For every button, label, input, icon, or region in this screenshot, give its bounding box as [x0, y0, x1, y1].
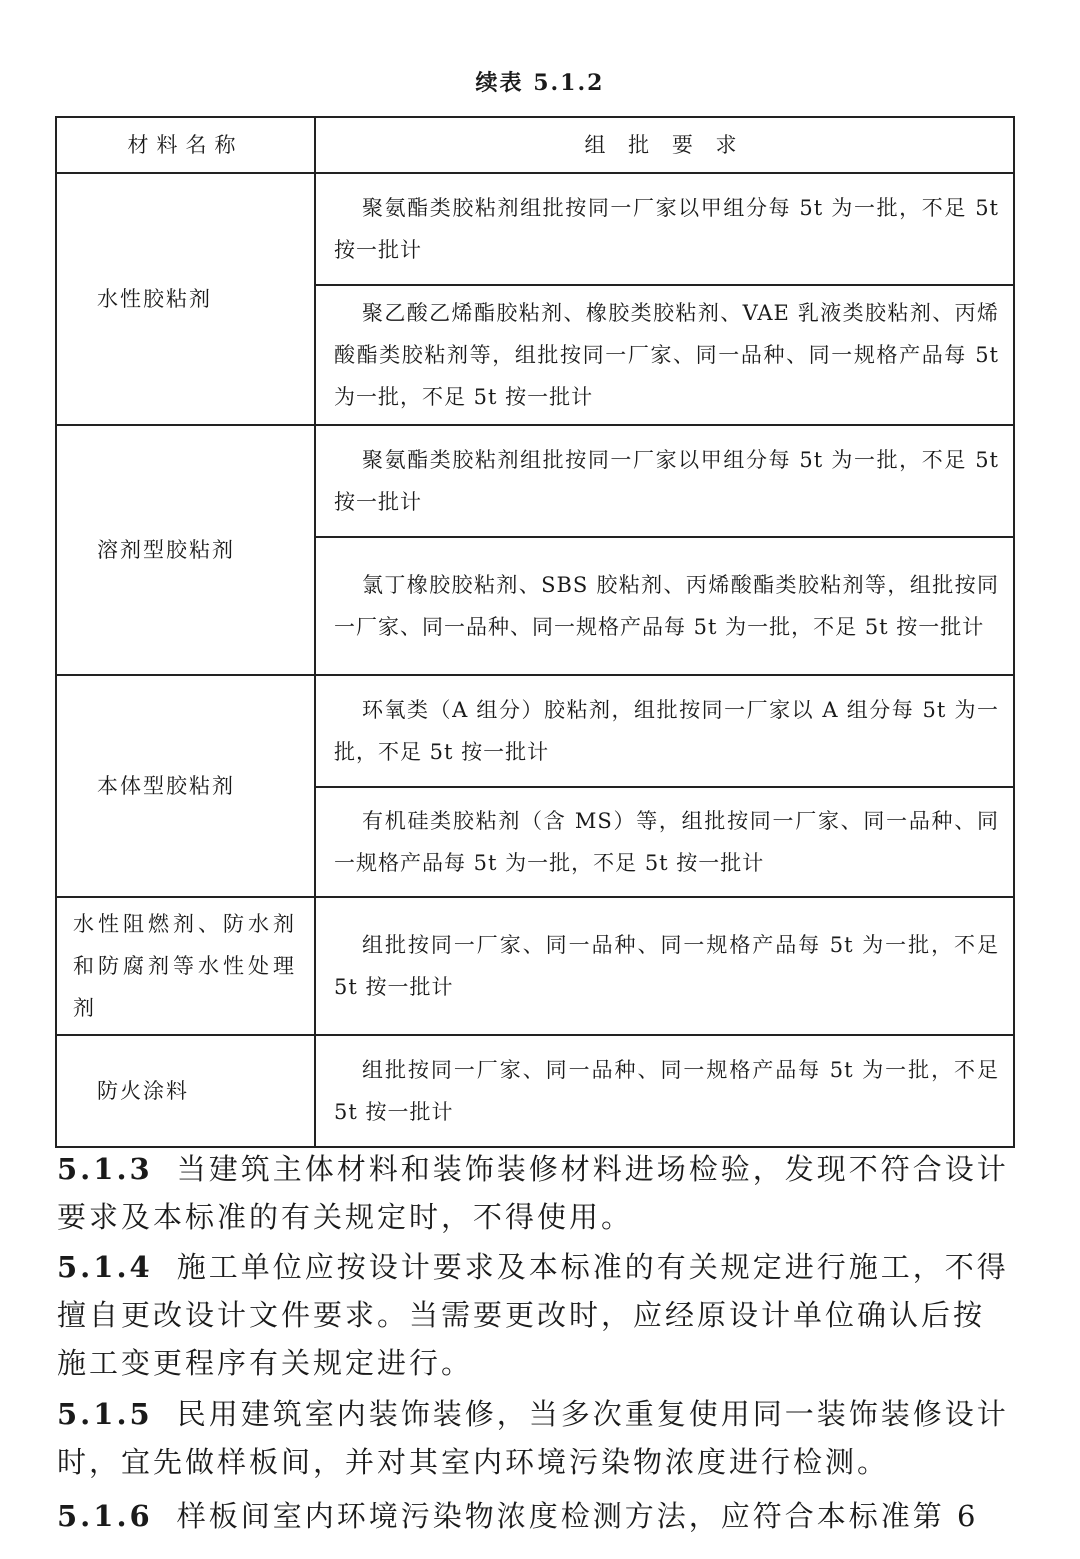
table-header-row	[56, 117, 1014, 173]
clause-number: 5.1.6	[57, 1499, 153, 1533]
clause-5-1-5	[57, 1390, 1013, 1486]
requirement-cell: 聚乙酸乙烯酯胶粘剂、橡胶类胶粘剂、VAE 乳液类胶粘剂、丙烯酸酯类胶粘剂等，组批按同一厂家、同一品种、同一规格产品每 5t 为一批，不足 5t 按一批计	[315, 285, 1014, 425]
material-name-cell: 水性胶粘剂	[56, 173, 315, 425]
requirement-cell: 组批按同一厂家、同一品种、同一规格产品每 5t 为一批，不足 5t 按一批计	[315, 1035, 1014, 1147]
requirement-cell: 环氧类（A 组分）胶粘剂，组批按同一厂家以 A 组分每 5t 为一批，不足 5t 按一批计	[315, 675, 1014, 787]
clause-5-1-6	[57, 1492, 1013, 1540]
clause-text: 民用建筑室内装饰装修，当多次重复使用同一装饰装修设计时，宜先做样板间，并对其室内环境污染物浓度进行检测。	[57, 1397, 1009, 1479]
clause-text: 当建筑主体材料和装饰装修材料进场检验，发现不符合设计要求及本标准的有关规定时，不得使用。	[57, 1152, 1009, 1234]
table-caption: 续表 5.1.2	[475, 70, 605, 96]
table-row	[56, 1035, 1014, 1147]
clause-5-1-3	[57, 1145, 1013, 1241]
table-row	[56, 897, 1014, 1035]
clause-5-1-4	[57, 1243, 1013, 1387]
header-batch-requirements: 组 批 要 求	[315, 117, 1014, 173]
clause-text: 施工单位应按设计要求及本标准的有关规定进行施工，不得擅自更改设计文件要求。当需要更改时，应经原设计单位确认后按施工变更程序有关规定进行。	[57, 1250, 1009, 1380]
material-name-cell: 溶剂型胶粘剂	[56, 425, 315, 675]
table-row	[56, 675, 1014, 787]
requirement-cell: 有机硅类胶粘剂（含 MS）等，组批按同一厂家、同一品种、同一规格产品每 5t 为一批，不足 5t 按一批计	[315, 787, 1014, 897]
material-name-cell: 水性阻燃剂、防水剂和防腐剂等水性处理剂	[56, 897, 315, 1035]
table-row	[56, 173, 1014, 285]
header-material-name: 材料名称	[56, 117, 315, 173]
clause-number: 5.1.5	[57, 1397, 153, 1431]
table-row	[56, 425, 1014, 537]
material-name-cell: 防火涂料	[56, 1035, 315, 1147]
clause-number: 5.1.4	[57, 1250, 153, 1284]
requirement-cell: 组批按同一厂家、同一品种、同一规格产品每 5t 为一批，不足 5t 按一批计	[315, 897, 1014, 1035]
requirement-cell: 聚氨酯类胶粘剂组批按同一厂家以甲组分每 5t 为一批，不足 5t 按一批计	[315, 425, 1014, 537]
material-name-cell: 本体型胶粘剂	[56, 675, 315, 897]
batch-requirements-table	[55, 116, 1015, 1148]
clause-number: 5.1.3	[57, 1152, 153, 1186]
requirement-cell: 氯丁橡胶胶粘剂、SBS 胶粘剂、丙烯酸酯类胶粘剂等，组批按同一厂家、同一品种、同一规格产品每 5t 为一批，不足 5t 按一批计	[315, 537, 1014, 675]
clause-text: 样板间室内环境污染物浓度检测方法，应符合本标准第 6	[176, 1499, 979, 1533]
requirement-cell: 聚氨酯类胶粘剂组批按同一厂家以甲组分每 5t 为一批，不足 5t 按一批计	[315, 173, 1014, 285]
